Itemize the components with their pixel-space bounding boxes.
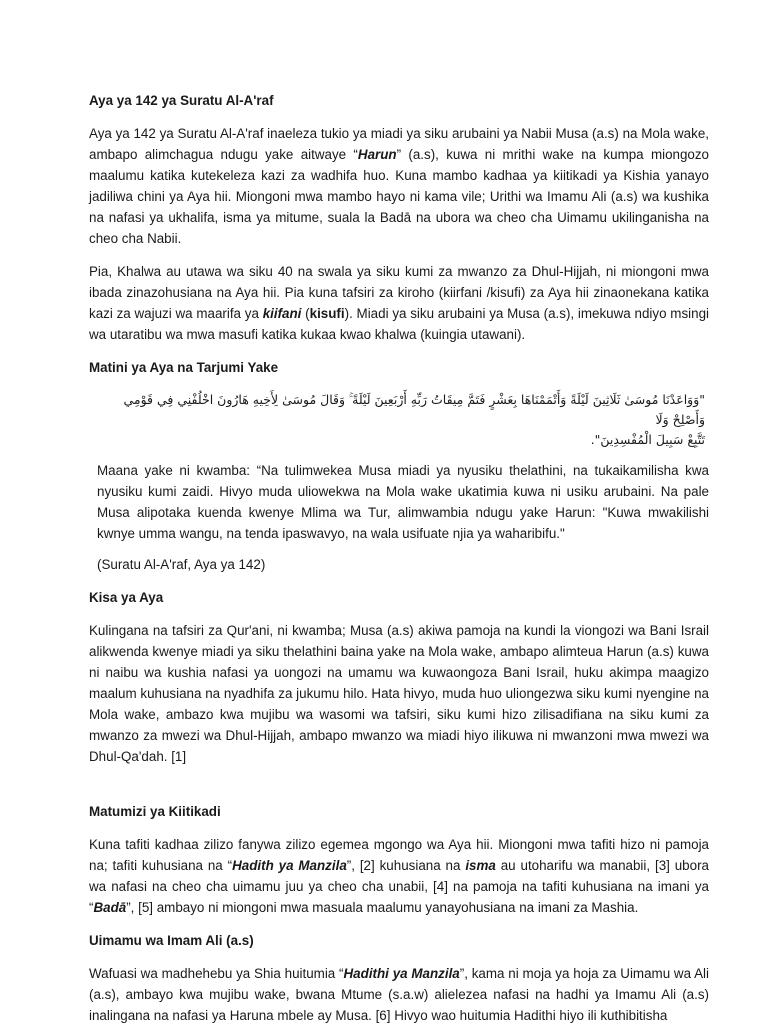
intro-paragraph <box>89 123 709 249</box>
arabic-verse-line-2: تَتَّبِعْ سَبِيلَ الْمُفْسِدِينَ". <box>590 432 705 447</box>
hadith-manzila-term: Hadith ya Manzila <box>232 858 347 873</box>
matumizi-text-b: ”, [2] kuhusiana na <box>346 858 466 873</box>
isma-term: isma <box>465 858 496 873</box>
section-heading-aya-142: Aya ya 142 ya Suratu Al-A'raf <box>89 93 274 108</box>
uimamu-text-b: ”, kama ni moja ya hoja za Uimamu wa Ali (a.s), ambayo kwa mujibu wake, bwana Mtume (s.a.w) alielezea nafasi na hadhi ya Imamu Ali (a.s) inalingana na nafasi ya Haruna mbele ay Musa. [6] Hivyo wao huitumia Hadithi hiyo ili kuthibitisha <box>89 966 709 1023</box>
verse-citation: (Suratu Al-A'raf, Aya ya 142) <box>97 557 266 572</box>
section-heading-matini: Matini ya Aya na Tarjumi Yake <box>89 360 279 375</box>
uimamu-text-a: Wafuasi wa madhehebu ya Shia huitumia “ <box>89 966 344 981</box>
matumizi-text-d: ”, [5] ambayo ni miongoni mwa masuala maalumu yanayohusiana na imani za Mashia. <box>126 900 639 915</box>
matumizi-paragraph <box>89 834 709 918</box>
intro-text-b: ” (a.s), kuwa ni mrithi wake na kumpa miongozo maalumu katika kutekeleza kazi za wadhifa huo. Kuna mambo kadhaa ya kiitikadi ya Kishia yanayo jadiliwa chini ya Aya hii. Miongoni mwa mambo hayo ni kama vile; Urithi wa Imamu Ali (a.s) wa kushika na nafasi ya ukhalifa, isma ya mitume, suala la Badā na ubora wa cheo cha Uimamu ukilinganisha na cheo cha Nabii. <box>89 147 710 246</box>
hadithi-manzila-term: Hadithi ya Manzila <box>343 966 460 981</box>
khalwa-paragraph <box>89 261 709 345</box>
kisa-paragraph: Kulingana na tafsiri za Qur'ani, ni kwamba; Musa (a.s) akiwa pamoja na kundi la viongozi wa Bani Israil alikwenda kwenye miadi ya siku thelathini baina yake na Mola wake, ambapo alimteua Harun (a.s) kuwa ni naibu wa kushia nafasi ya uongozi na umamu wa kuwaongoza Bani Israil, huku akimpa maagizo maalum kuhusiana na nyadhifa za jukumu hilo. Hata hivyo, muda huo uliongezwa siku kumi nyengine na Mola wake, ambazo kwa mujibu wa wasomi wa tafsiri, siku kumi hizo zilisadifiana na siku kumi za mwanzo za mwezi wa Dhul-Hijjah, ambapo mwanzo wa miadi hiyo ilikuwa ni mwanzoni mwa mwezi wa Dhul-Qa'dah. [1] <box>89 623 709 764</box>
khalwa-text-end: ). Miadi ya siku arubaini ya Musa (a.s), imekuwa ndiyo msingi wa utaratibu wa mwa masufi katika kukaa kwao khalwa (kuingia utawani). <box>89 306 709 342</box>
intro-text-a: Aya ya 142 ya Suratu Al-A'raf inaeleza tukio ya miadi ya siku arubaini ya Nabii Musa (a.s) na Mola wake, ambapo alimchagua ndugu yake aitwaye “ <box>89 126 709 162</box>
harun-term: Harun <box>357 147 397 162</box>
kiifani-term: kiifani <box>262 306 302 321</box>
section-heading-kisa: Kisa ya Aya <box>89 590 164 605</box>
bada-term: Badā <box>93 900 127 915</box>
uimamu-paragraph <box>89 963 709 1026</box>
section-heading-matumizi: Matumizi ya Kiitikadi <box>89 804 221 819</box>
matumizi-text-c: au utoharifu wa manabii, [3] ubora wa nafasi na cheo cha uimamu juu ya cheo cha unabii, [4] na pamoja na tafiti kuhusiana na imani ya “ <box>89 858 709 915</box>
khalwa-text-mid: ( <box>301 306 310 321</box>
kisufi-term: kisufi <box>309 306 345 321</box>
arabic-verse-line-1: "وَوَاعَدْنَا مُوسَىٰ ثَلَاثِينَ لَيْلَةً وَأَتْمَمْنَاهَا بِعَشْرٍ فَتَمَّ مِيقَاتُ رَبِّهِ أَرْبَعِينَ لَيْلَةً ۚ وَقَالَ مُوسَىٰ لِأَخِيهِ هَارُونَ اخْلُفْنِي فِي قَوْمِي وَأَصْلِحْ وَلَا <box>123 392 705 427</box>
section-heading-uimamu: Uimamu wa Imam Ali (a.s) <box>89 933 254 948</box>
matumizi-text-a: Kuna tafiti kadhaa zilizo fanywa zilizo egemea mgongo wa Aya hii. Miongoni mwa tafiti hizo ni pamoja na; tafiti kuhusiana na “ <box>89 837 709 873</box>
arabic-verse <box>89 390 709 450</box>
translation-quote: Maana yake ni kwamba: “Na tulimwekea Musa miadi ya nyusiku thelathini, na tukaikamilisha kwa nyusiku kumi zaidi. Hivyo muda uliowekwa na Mola wake ukatimia kuwa ni usiku arubaini. Na pale Musa alipotaka kuenda kwenye Mlima wa Tur, alimwambia ndugu yake Harun: "Kuwa mwakilishi kwnye umma wangu, na tenda ipaswavyo, na wala usifuate njia ya waharibifu." <box>97 463 709 541</box>
khalwa-text-a: Pia, Khalwa au utawa wa siku 40 na swala ya siku kumi za mwanzo za Dhul-Hijjah, ni miongoni mwa ibada zinazohusiana na Aya hii. Pia kuna tafsiri za kiroho (kiirfani /kisufi) za Aya hii zinaonekana katika kazi za wajuzi wa maarifa ya <box>89 264 709 321</box>
spacer <box>89 779 709 801</box>
